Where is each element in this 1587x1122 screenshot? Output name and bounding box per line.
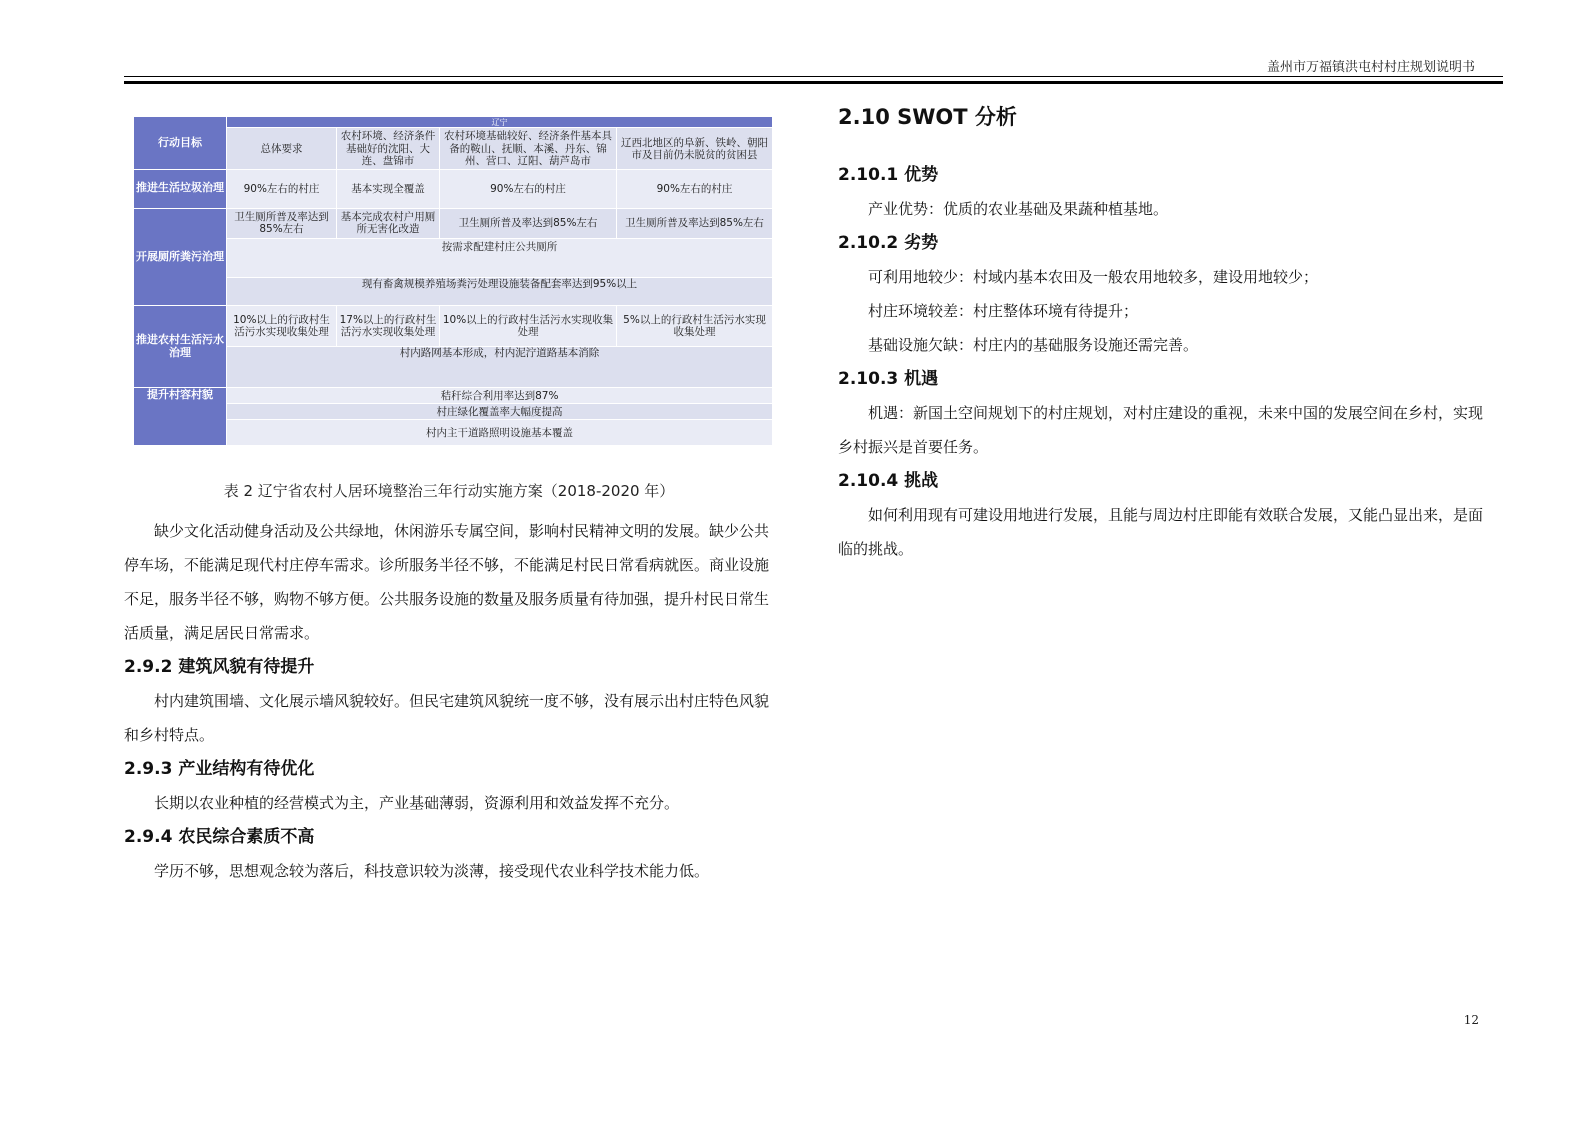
table-col-header: 农村环境基础较好、经济条件基本具备的鞍山、抚顺、本溪、丹东、锦州、营口、辽阳、葫芦岛市 xyxy=(440,128,617,170)
section-heading-2-10-1: 2.10.1 优势 xyxy=(838,165,939,185)
paragraph: 学历不够，思想观念较为落后，科技意识较为淡薄，接受现代农业科学技术能力低。 xyxy=(154,862,710,880)
table-cell: 10%以上的行政村生活污水实现收集处理 xyxy=(227,306,337,347)
table-cell: 卫生厕所普及率达到85%左右 xyxy=(227,208,337,239)
table-cell: 90%左右的村庄 xyxy=(617,169,773,208)
table-col-header: 农村环境、经济条件基础好的沈阳、大连、盘锦市 xyxy=(337,128,440,170)
table-caption: 表 2 辽宁省农村人居环境整治三年行动实施方案（2018-2020 年） xyxy=(223,482,675,500)
table-cell: 卫生厕所普及率达到85%左右 xyxy=(617,208,773,239)
section-heading-2-10-2: 2.10.2 劣势 xyxy=(838,233,939,253)
table-col-header: 总体要求 xyxy=(227,128,337,170)
paragraph: 可利用地较少：村域内基本农田及一般农用地较多，建设用地较少； xyxy=(868,268,1319,286)
table-cell: 村内路网基本形成，村内泥泞道路基本消除 xyxy=(227,347,773,388)
table-cell: 5%以上的行政村生活污水实现收集处理 xyxy=(617,306,773,347)
table-row-label: 开展厕所粪污治理 xyxy=(134,208,227,306)
paragraph: 如何利用现有可建设用地进行发展，且能与周边村庄即能有效联合发展，又能凸显出来，是面临的挑战。 xyxy=(838,506,1484,558)
section-heading-2-10-3: 2.10.3 机遇 xyxy=(838,369,939,389)
paragraph: 缺少文化活动健身活动及公共绿地，休闲游乐专属空间，影响村民精神文明的发展。缺少公共停车场，不能满足现代村庄停车需求。诊所服务半径不够，不能满足村民日常看病就医。商业设施不足，服务半径不够，购物不够方便。公共服务设施的数量及服务质量有待加强，提升村民日常生活质量，满足居民日常需求。 xyxy=(124,522,770,642)
table-cell: 基本实现全覆盖 xyxy=(337,169,440,208)
table-col-header: 辽西北地区的阜新、铁岭、朝阳市及目前仍未脱贫的贫困县 xyxy=(617,128,773,170)
table-row-label: 提升村容村貌 xyxy=(134,387,227,445)
section-heading-2-9-3: 2.9.3 产业结构有待优化 xyxy=(124,759,315,779)
document-title: 盖州市万福镇洪屯村村庄规划说明书 xyxy=(1266,60,1475,75)
section-heading-2-10: 2.10 SWOT 分析 xyxy=(838,105,1017,129)
table-cell: 10%以上的行政村生活污水实现收集处理 xyxy=(440,306,617,347)
table-cell: 按需求配建村庄公共厕所 xyxy=(227,239,773,278)
paragraph: 村庄环境较差：村庄整体环境有待提升； xyxy=(868,302,1139,320)
section-heading-2-9-4: 2.9.4 农民综合素质不高 xyxy=(124,827,315,847)
table-cell: 村庄绿化覆盖率大幅度提高 xyxy=(227,404,773,420)
paragraph: 村内建筑围墙、文化展示墙风貌较好。但民宅建筑风貌统一度不够，没有展示出村庄特色风貌和乡村特点。 xyxy=(124,692,770,744)
section-heading-2-10-4: 2.10.4 挑战 xyxy=(838,471,939,491)
paragraph: 长期以农业种植的经营模式为主，产业基础薄弱，资源利用和效益发挥不充分。 xyxy=(154,794,680,812)
table-cell: 现有畜禽规模养殖场粪污处理设施装备配套率达到95%以上 xyxy=(227,277,773,306)
table-row-label: 推进农村生活污水治理 xyxy=(134,306,227,387)
left-column xyxy=(124,514,774,888)
table-cell: 17%以上的行政村生活污水实现收集处理 xyxy=(337,306,440,347)
paragraph: 产业优势：优质的农业基础及果蔬种植基地。 xyxy=(868,200,1169,218)
paragraph: 机遇：新国土空间规划下的村庄规划，对村庄建设的重视，未来中国的发展空间在乡村，实现乡村振兴是首要任务。 xyxy=(838,404,1484,456)
table-cell: 基本完成农村户用厕所无害化改造 xyxy=(337,208,440,239)
page-number: 12 xyxy=(1463,1013,1479,1027)
table-cell: 秸秆综合利用率达到87% xyxy=(227,387,773,403)
table-cell: 卫生厕所普及率达到85%左右 xyxy=(440,208,617,239)
header-rule-thick xyxy=(124,81,1503,84)
header-rule-thin xyxy=(124,76,1503,77)
action-plan-table xyxy=(133,116,773,446)
table-header-goal: 行动目标 xyxy=(134,117,227,170)
table-header-region: 辽宁 xyxy=(227,117,773,128)
table-cell: 90%左右的村庄 xyxy=(227,169,337,208)
section-heading-2-9-2: 2.9.2 建筑风貌有待提升 xyxy=(124,657,315,677)
table-cell: 90%左右的村庄 xyxy=(440,169,617,208)
table-cell: 村内主干道路照明设施基本覆盖 xyxy=(227,420,773,446)
table-row-label: 推进生活垃圾治理 xyxy=(134,169,227,208)
paragraph: 基础设施欠缺：村庄内的基础服务设施还需完善。 xyxy=(868,336,1199,354)
right-column xyxy=(838,100,1490,566)
